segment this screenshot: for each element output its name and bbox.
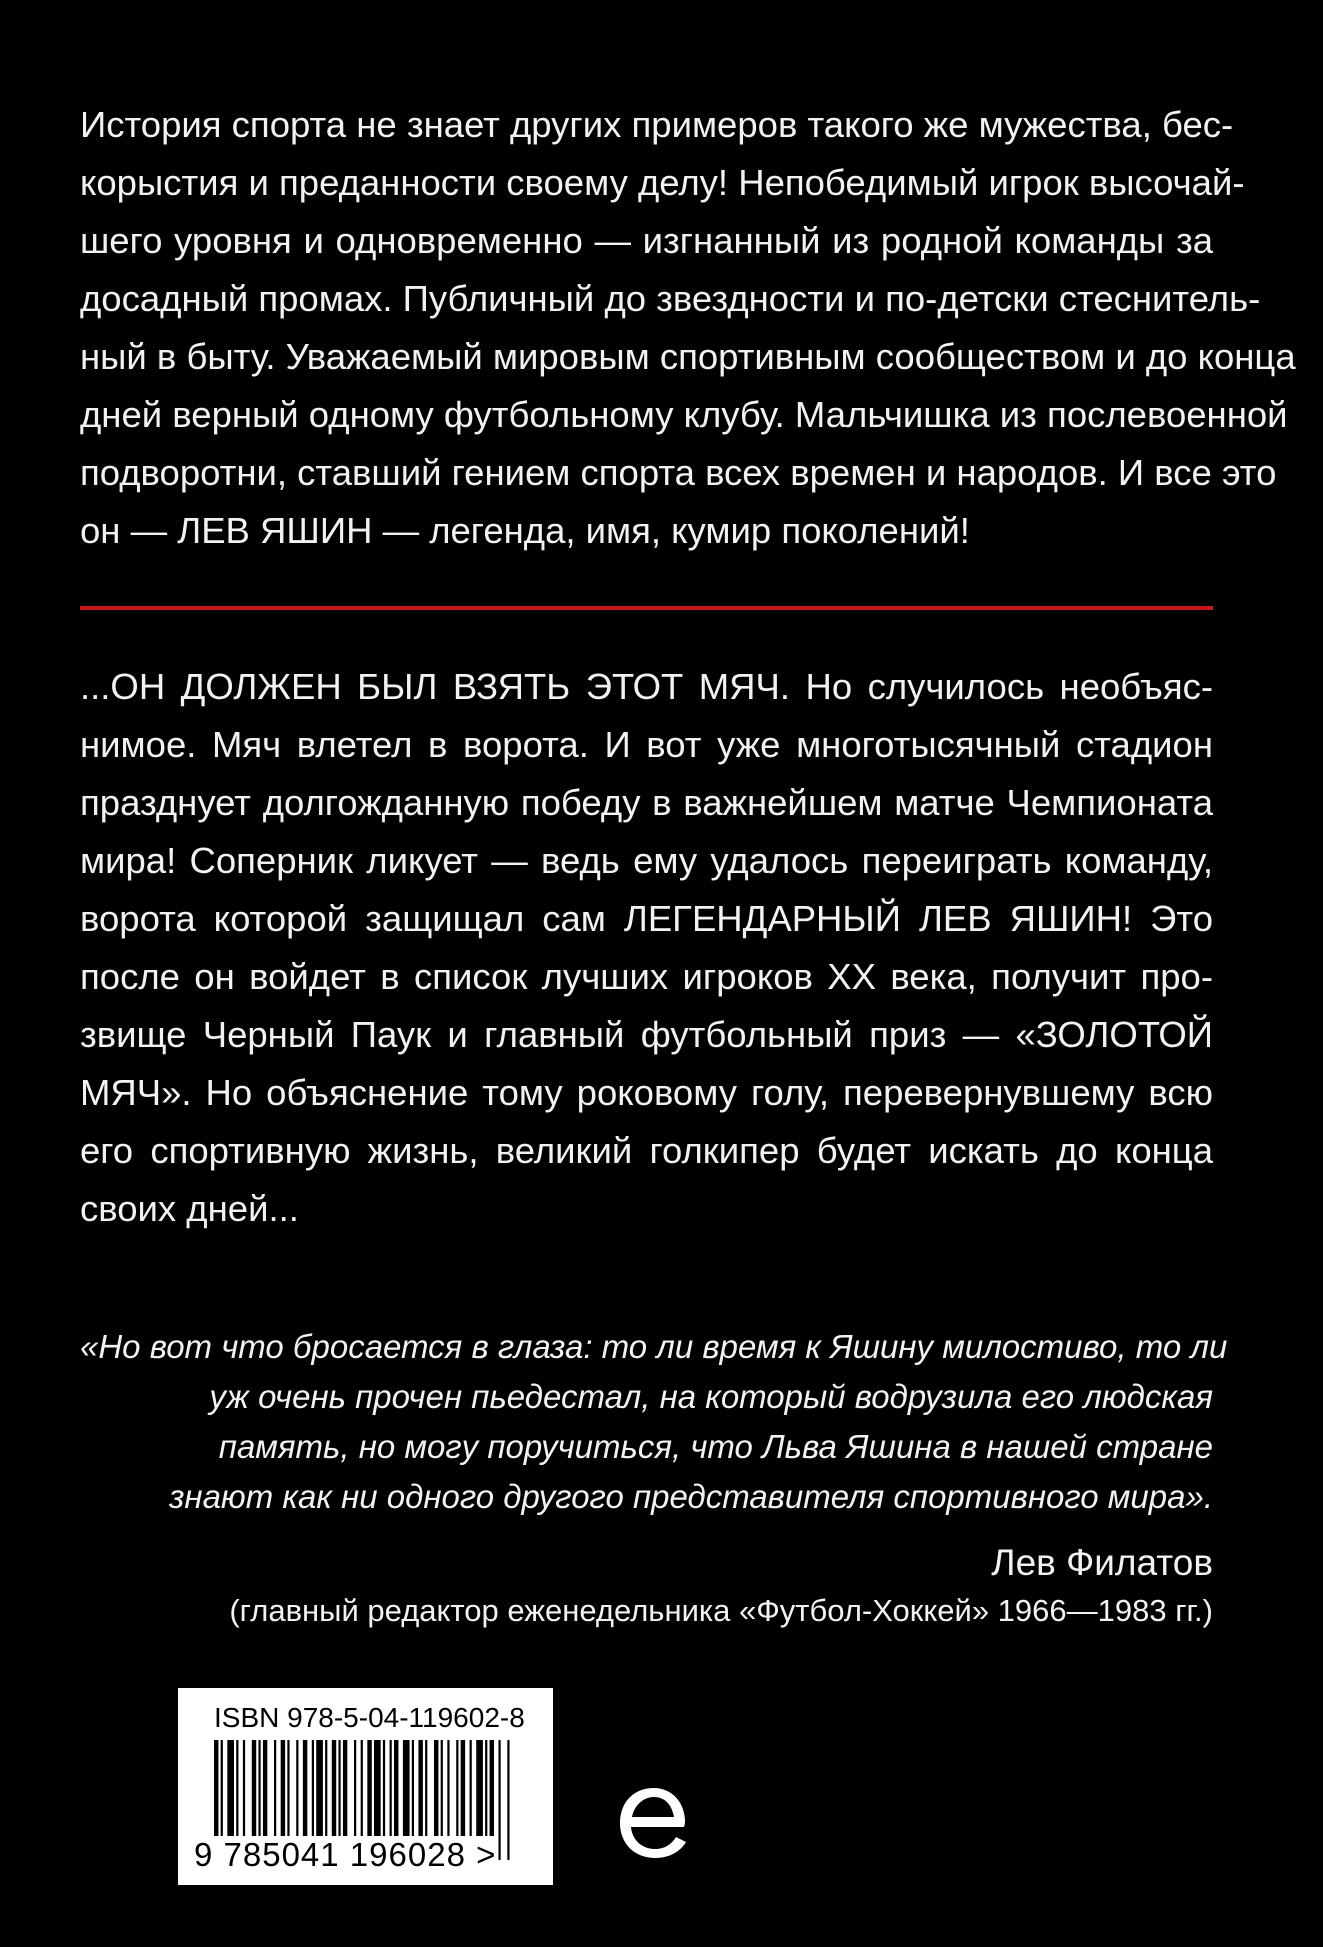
barcode-bar <box>316 1740 323 1840</box>
barcode-bar <box>325 1740 327 1840</box>
barcode-bar <box>343 1740 347 1840</box>
quote-line: «Но вот что бросается в глаза: то ли время к Яшину милостиво, то ли <box>80 1328 1228 1365</box>
barcode-bar <box>418 1740 422 1840</box>
barcode-bar <box>490 1740 494 1840</box>
barcode-bar <box>354 1740 356 1840</box>
barcode-bar <box>281 1740 285 1840</box>
barcode-bar <box>456 1740 458 1840</box>
barcode-bar <box>485 1740 487 1840</box>
teaser-line: ворота которой защищал сам ЛЕГЕНДАРНЫЙ ЛЕВ ЯШИН! Это <box>80 898 1213 939</box>
barcode-bar <box>390 1740 392 1840</box>
barcode-bar <box>227 1740 234 1840</box>
quote-line: уж очень прочен пьедестал, на который водрузила его людская <box>209 1378 1213 1415</box>
quote-author-role: (главный редактор еженедельника «Футбол-Хоккей» 1966—1983 гг.) <box>229 1593 1213 1628</box>
intro-line: подворотни, ставший гением спорта всех времен и народов. И все это <box>80 452 1277 493</box>
intro-line: дней верный одному футбольному клубу. Мальчишка из послевоенной <box>80 394 1288 435</box>
eksmo-logo-icon <box>614 1782 690 1864</box>
teaser-line: звище Черный Паук и главный футбольный приз — «ЗОЛОТОЙ <box>80 1014 1213 1055</box>
barcode-digits-text: 9 785041 196028 > <box>194 1836 497 1873</box>
barcode-bar <box>263 1740 267 1840</box>
quote-line: память, но могу поручиться, что Льва Яшина в нашей стране <box>218 1428 1213 1465</box>
barcode-bar <box>412 1740 414 1840</box>
barcode-bar <box>252 1740 256 1840</box>
barcode-bar <box>441 1740 443 1840</box>
barcode-bar <box>332 1740 336 1840</box>
quote-author: Лев Филатов <box>991 1542 1213 1583</box>
intro-line: корыстия и преданности своему делу! Непобедимый игрок высочай- <box>80 162 1245 203</box>
barcode-bar <box>461 1740 465 1840</box>
intro-line: досадный промах. Публичный до звездности и по-детски стеснитель- <box>80 278 1261 319</box>
barcode-bar <box>303 1740 307 1840</box>
intro-line: шего уровня и одновременно — изгнанный из родной команды за <box>80 220 1213 261</box>
quote-block <box>80 1322 1228 1522</box>
intro-line: История спорта не знает других примеров такого же мужества, бес- <box>80 104 1234 145</box>
intro-paragraph <box>80 96 1296 560</box>
barcode-bar <box>476 1740 483 1840</box>
barcode-bar <box>236 1740 238 1840</box>
barcode-bar <box>447 1740 449 1840</box>
teaser-paragraph <box>80 658 1213 1238</box>
barcode-bar <box>394 1740 398 1840</box>
quote-line: знают как ни одного другого представителя спортивного мира». <box>169 1478 1213 1515</box>
isbn-label: ISBN 978-5-04-119602-8 <box>214 1702 525 1733</box>
barcode-bar <box>243 1740 245 1840</box>
barcode-bar <box>338 1740 340 1840</box>
teaser-line: празднует долгожданную победу в важнейшем матче Чемпионата <box>80 782 1213 823</box>
intro-line: ный в быту. Уважаемый мировым спортивным сообществом и до конца <box>80 336 1296 377</box>
teaser-line: после он войдет в список лучших игроков XX века, получит про- <box>80 956 1213 997</box>
teaser-line: нимое. Мяч влетел в ворота. И вот уже многотысячный стадион <box>80 724 1213 765</box>
barcode-bar <box>403 1740 410 1840</box>
red-divider <box>80 606 1213 610</box>
barcode-bar <box>287 1740 289 1840</box>
barcode-bar <box>296 1740 298 1840</box>
barcode-bar <box>470 1740 472 1840</box>
teaser-line: его спортивную жизнь, великий голкипер будет искать до конца <box>80 1130 1213 1171</box>
intro-line: он — ЛЕВ ЯШИН — легенда, имя, кумир поколений! <box>80 510 970 551</box>
isbn-barcode <box>178 1688 553 1885</box>
barcode-bar <box>361 1740 363 1840</box>
barcode-bar <box>312 1740 314 1840</box>
barcode-bar <box>434 1740 438 1840</box>
barcode-bar <box>258 1740 260 1840</box>
barcode-digits <box>192 1836 542 1874</box>
barcode-bar <box>383 1740 385 1840</box>
teaser-line: ...ОН ДОЛЖЕН БЫЛ ВЗЯТЬ ЭТОТ МЯЧ. Но случилось необъяс- <box>80 666 1213 707</box>
barcode-bar <box>274 1740 276 1840</box>
teaser-line: мира! Соперник ликует — ведь ему удалось переиграть команду, <box>80 840 1213 881</box>
teaser-line: МЯЧ». Но объяснение тому роковому голу, перевернувшему всю <box>80 1072 1213 1113</box>
teaser-line: своих дней... <box>80 1188 299 1229</box>
barcode-bar <box>425 1740 427 1840</box>
